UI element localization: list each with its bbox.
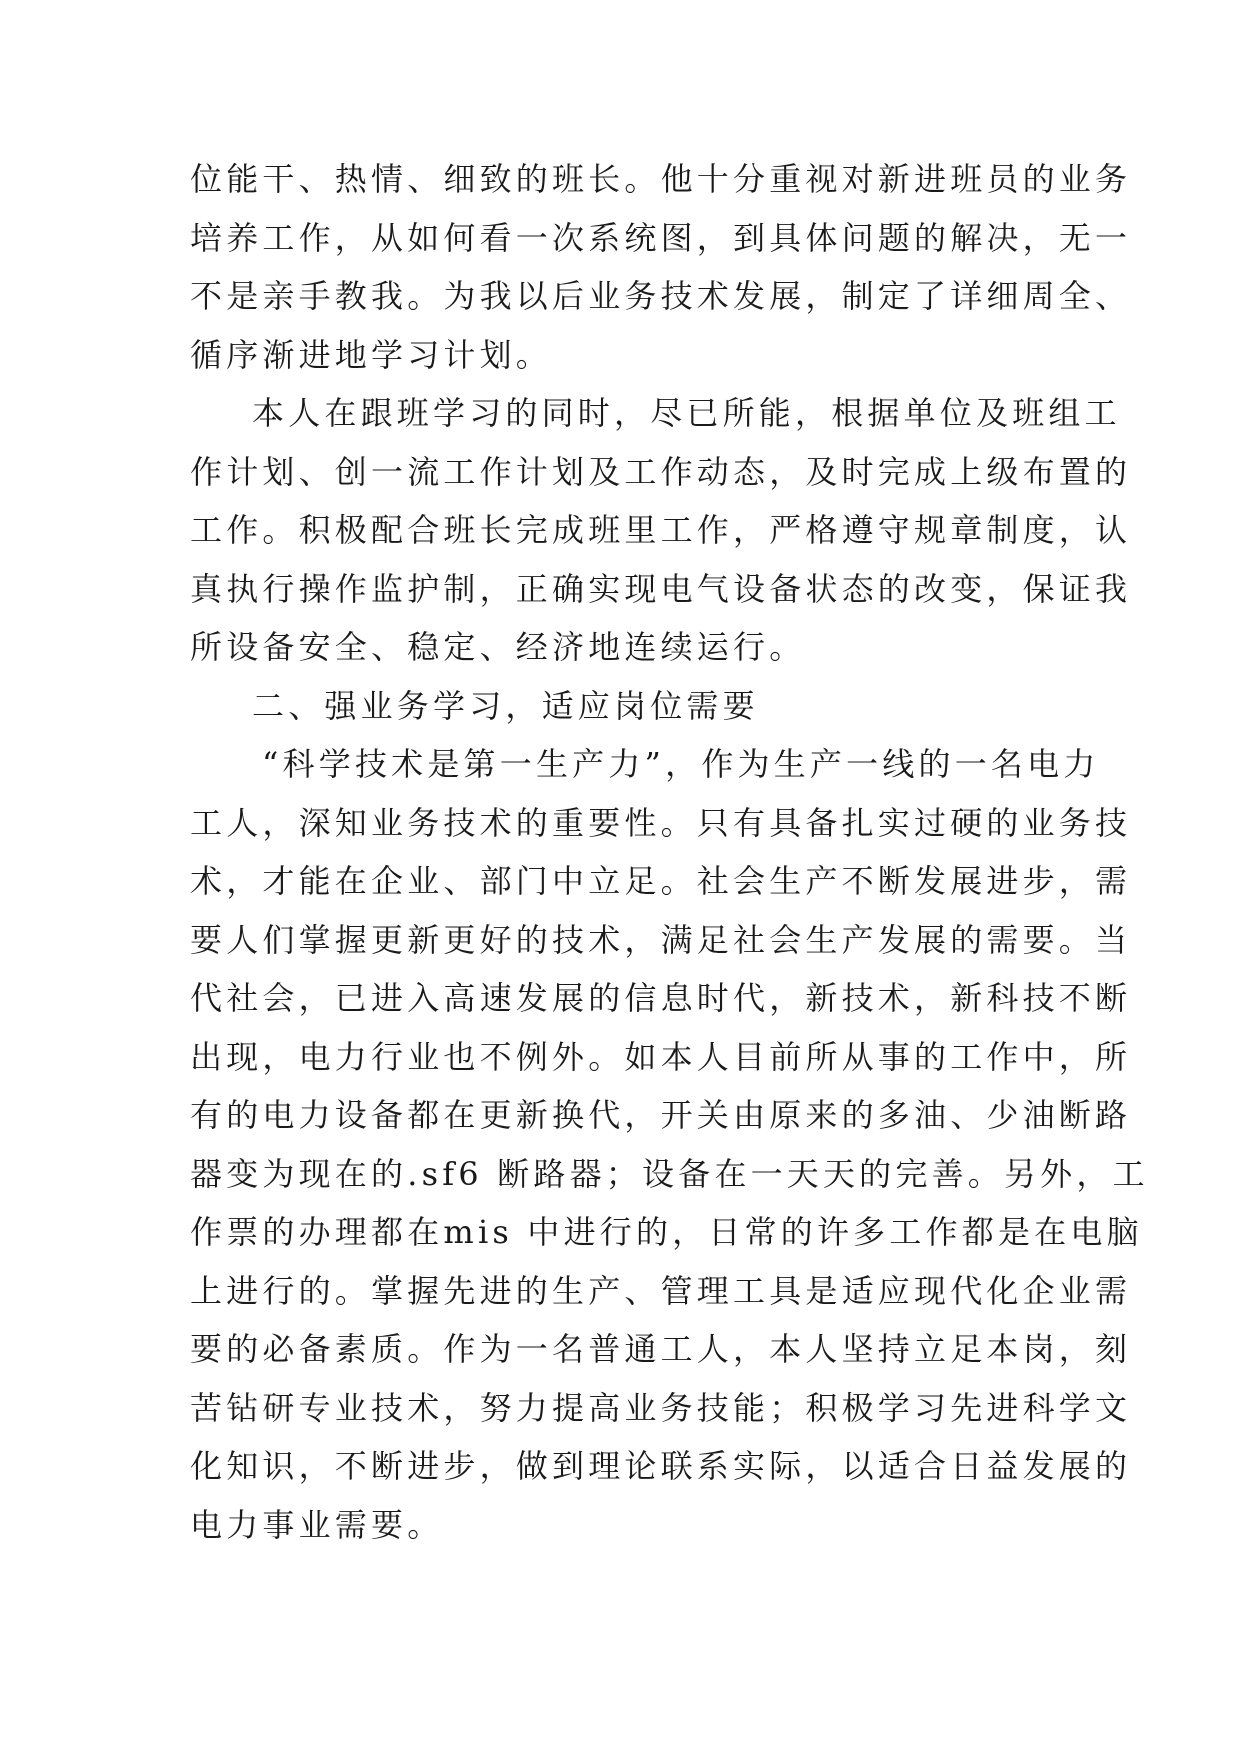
text-line: 代社会，已进入高速发展的信息时代，新技术，新科技不断 [190,979,1132,1017]
text-line: 工人，深知业务技术的重要性。只有具备扎实过硬的业务技 [190,803,1132,842]
section-heading: 二、强业务学习，适应岗位需要 [252,686,759,725]
paragraph-start-line: 本人在跟班学习的同时，尽已所能，根据单位及班组工 [252,394,1121,432]
text-line: 作计划、创一流工作计划及工作动态，及时完成上级布置的 [190,452,1132,491]
text-line: 要人们掌握更新更好的技术，满足社会生产发展的需要。当 [190,920,1132,959]
text-line: 作票的办理都在mis 中进行的，日常的许多工作都是在电脑 [190,1213,1143,1251]
text-line: 化知识，不断进步，做到理论联系实际，以适合日益发展的 [190,1447,1132,1485]
text-line: 出现，电力行业也不例外。如本人目前所从事的工作中，所 [190,1037,1132,1076]
text-line: 位能干、热情、细致的班长。他十分重视对新进班员的业务 [190,160,1132,198]
text-line: 真执行操作监护制，正确实现电气设备状态的改变，保证我 [190,569,1132,608]
text-line: 所设备安全、稳定、经济地连续运行。 [190,628,806,666]
text-line: 循序渐进地学习计划。 [190,335,553,374]
text-line: 苦钻研专业技术，努力提高业务技能；积极学习先进科学文 [190,1388,1132,1427]
text-line: 有的电力设备都在更新换代，开关由原来的多油、少油断路 [190,1096,1132,1134]
text-line: 工作。积极配合班长完成班里工作，严格遵守规章制度，认 [190,511,1132,549]
text-line: 电力事业需要。 [190,1505,444,1544]
text-line: 上进行的。掌握先进的生产、管理工具是适应现代化企业需 [190,1271,1132,1310]
text-line: 要的必备素质。作为一名普通工人，本人坚持立足本岗，刻 [190,1330,1132,1368]
text-line: 术，才能在企业、部门中立足。社会生产不断发展进步，需 [190,862,1132,900]
document-body [190,150,1149,1554]
text-line: 器变为现在的.sf6 断路器；设备在一天天的完善。另外，工 [190,1154,1149,1193]
paragraph-start-line: “科学技术是第一生产力”，作为生产一线的一名电力 [262,745,1100,783]
text-line: 不是亲手教我。为我以后业务技术发展，制定了详细周全、 [190,277,1132,315]
text-line: 培养工作，从如何看一次系统图，到具体问题的解决，无一 [190,218,1132,257]
